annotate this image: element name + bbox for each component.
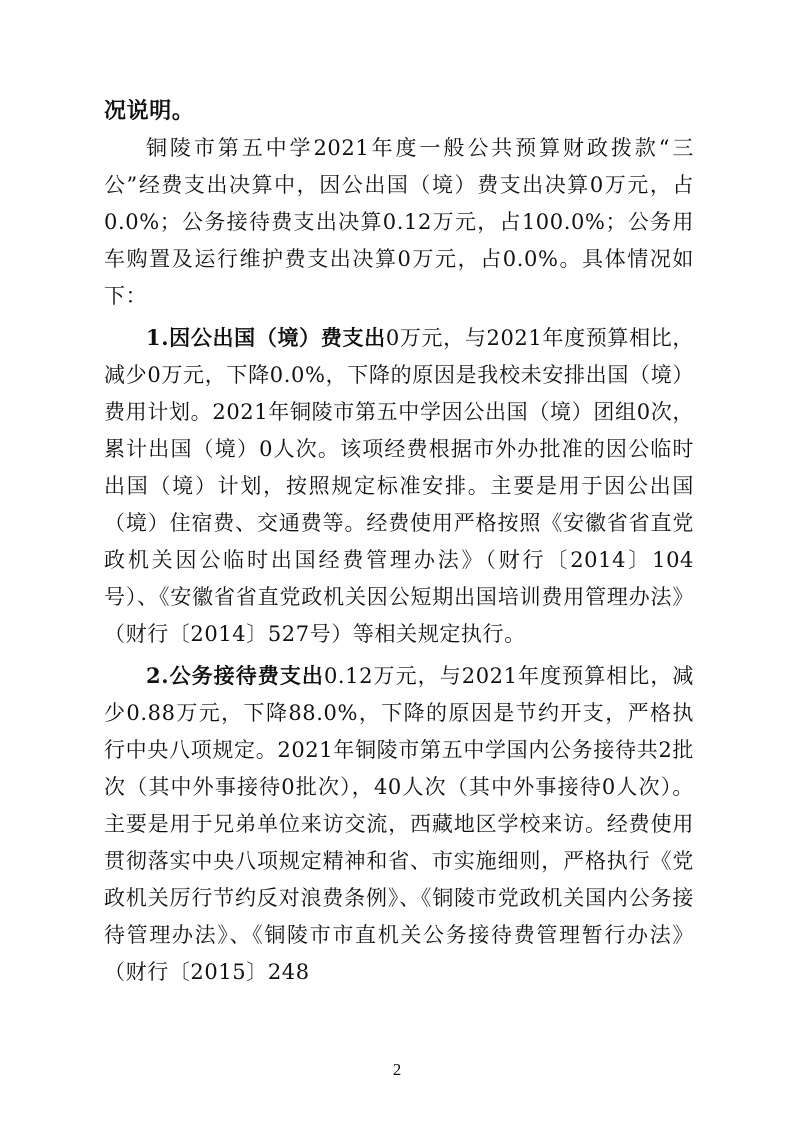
section-2-body: 0.12万元，与2021年度预算相比，减少0.88万元，下降88.0%，下降的原因是节约开支，严格执行中央八项规定。2021年铜陵市第五中学国内公务接待共2批次（其中外事接待0批次），40人次（其中外事接待0人次）。主要是用于兄弟单位来访交流，西藏地区学校来访。经费使用贯彻落实中央八项规定精神和省、市实施细则，严格执行《党政机关厉行节约反对浪费条例》、《铜陵市党政机关国内公务接待管理办法》、《铜陵市市直机关公务接待费管理暂行办法》（财行〔2015〕248 xyxy=(104,664,694,984)
section-1-heading: 1.因公出国（境）费支出 xyxy=(146,325,386,350)
section-1-paragraph xyxy=(104,319,694,653)
summary-paragraph: 铜陵市第五中学2021年度一般公共预算财政拨款“三公”经费支出决算中，因公出国（境）费支出决算0万元，占0.0%；公务接待费支出决算0.12万元，占100.0%；公务用车购置及运行维护费支出决算0万元，占0.0%。具体情况如下： xyxy=(104,136,694,308)
body-text xyxy=(104,93,694,991)
section-2-paragraph xyxy=(104,657,694,991)
section-1-body: 0万元，与2021年度预算相比，减少0万元，下降0.0%，下降的原因是我校未安排出国（境）费用计划。2021年铜陵市第五中学因公出国（境）团组0次，累计出国（境）0人次。该项经费根据市外办批准的因公临时出国（境）计划，按照规定标准安排。主要是用于因公出国（境）住宿费、交通费等。经费使用严格按照《安徽省省直党政机关因公临时出国经费管理办法》（财行〔2014〕104号）、《安徽省省直党政机关因公短期出国培训费用管理办法》（财行〔2014〕527号）等相关规定执行。 xyxy=(104,326,694,646)
page-number: 2 xyxy=(392,1060,402,1079)
section-2-heading: 2.公务接待费支出 xyxy=(146,663,324,688)
continuation-text: 况说明。 xyxy=(104,98,195,124)
